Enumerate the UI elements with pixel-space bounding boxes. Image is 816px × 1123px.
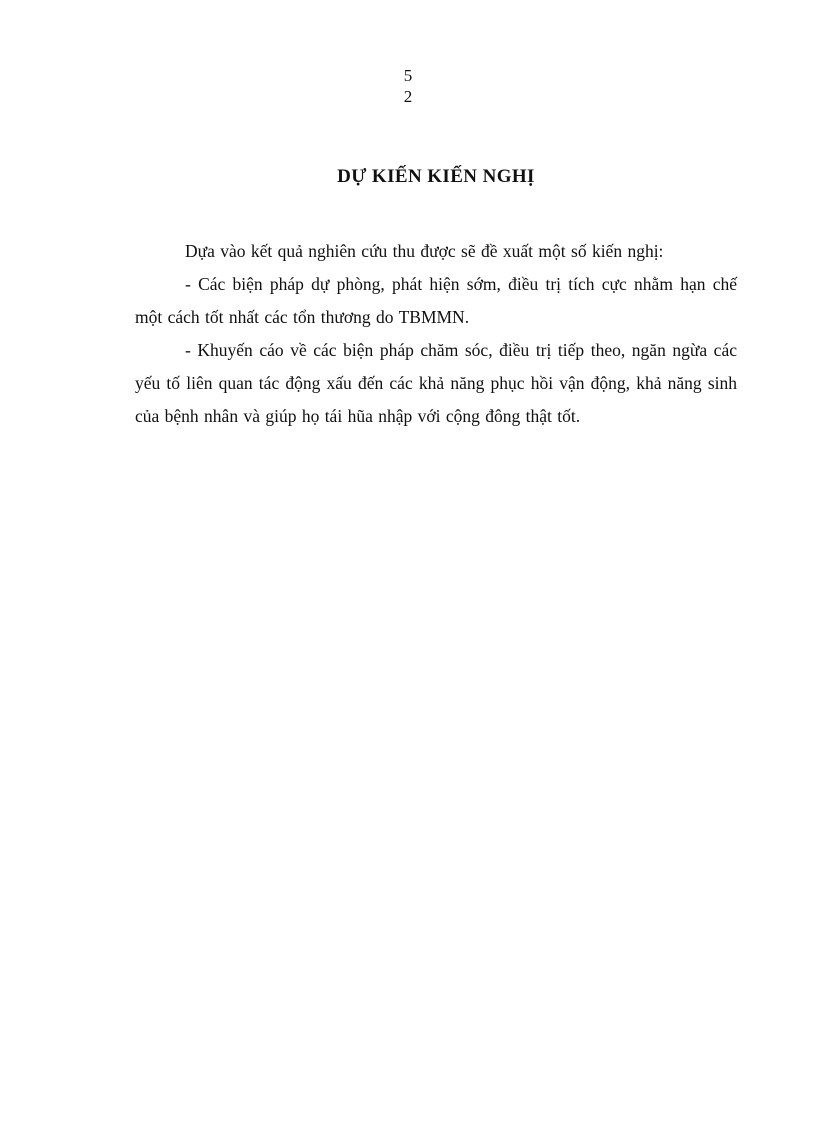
page-number (0, 65, 816, 107)
page-number-line-2: 2 (403, 87, 413, 106)
section-title: DỰ KIẾN KIẾN NGHỊ (337, 166, 535, 187)
paragraph-recommendation: - Khuyến cáo về các biện pháp chăm sóc, điều trị tiếp theo, ngăn ngừa các yếu tố liên quan tác động xấu đến các khả năng phục hồi vận động, khả năng sinh của bệnh nhân và giúp họ tái hũa nhập với cộng đông thật tốt. (135, 340, 737, 426)
section-body (135, 235, 737, 433)
paragraph-intro: Dựa vào kết quả nghiên cứu thu được sẽ đề xuất một số kiến nghị: (185, 241, 664, 261)
page-number-line-1: 5 (403, 66, 413, 85)
paragraph-prevention: - Các biện pháp dự phòng, phát hiện sớm, điều trị tích cực nhằm hạn chế một cách tốt nhất các tổn thương do TBMMN. (135, 274, 737, 327)
